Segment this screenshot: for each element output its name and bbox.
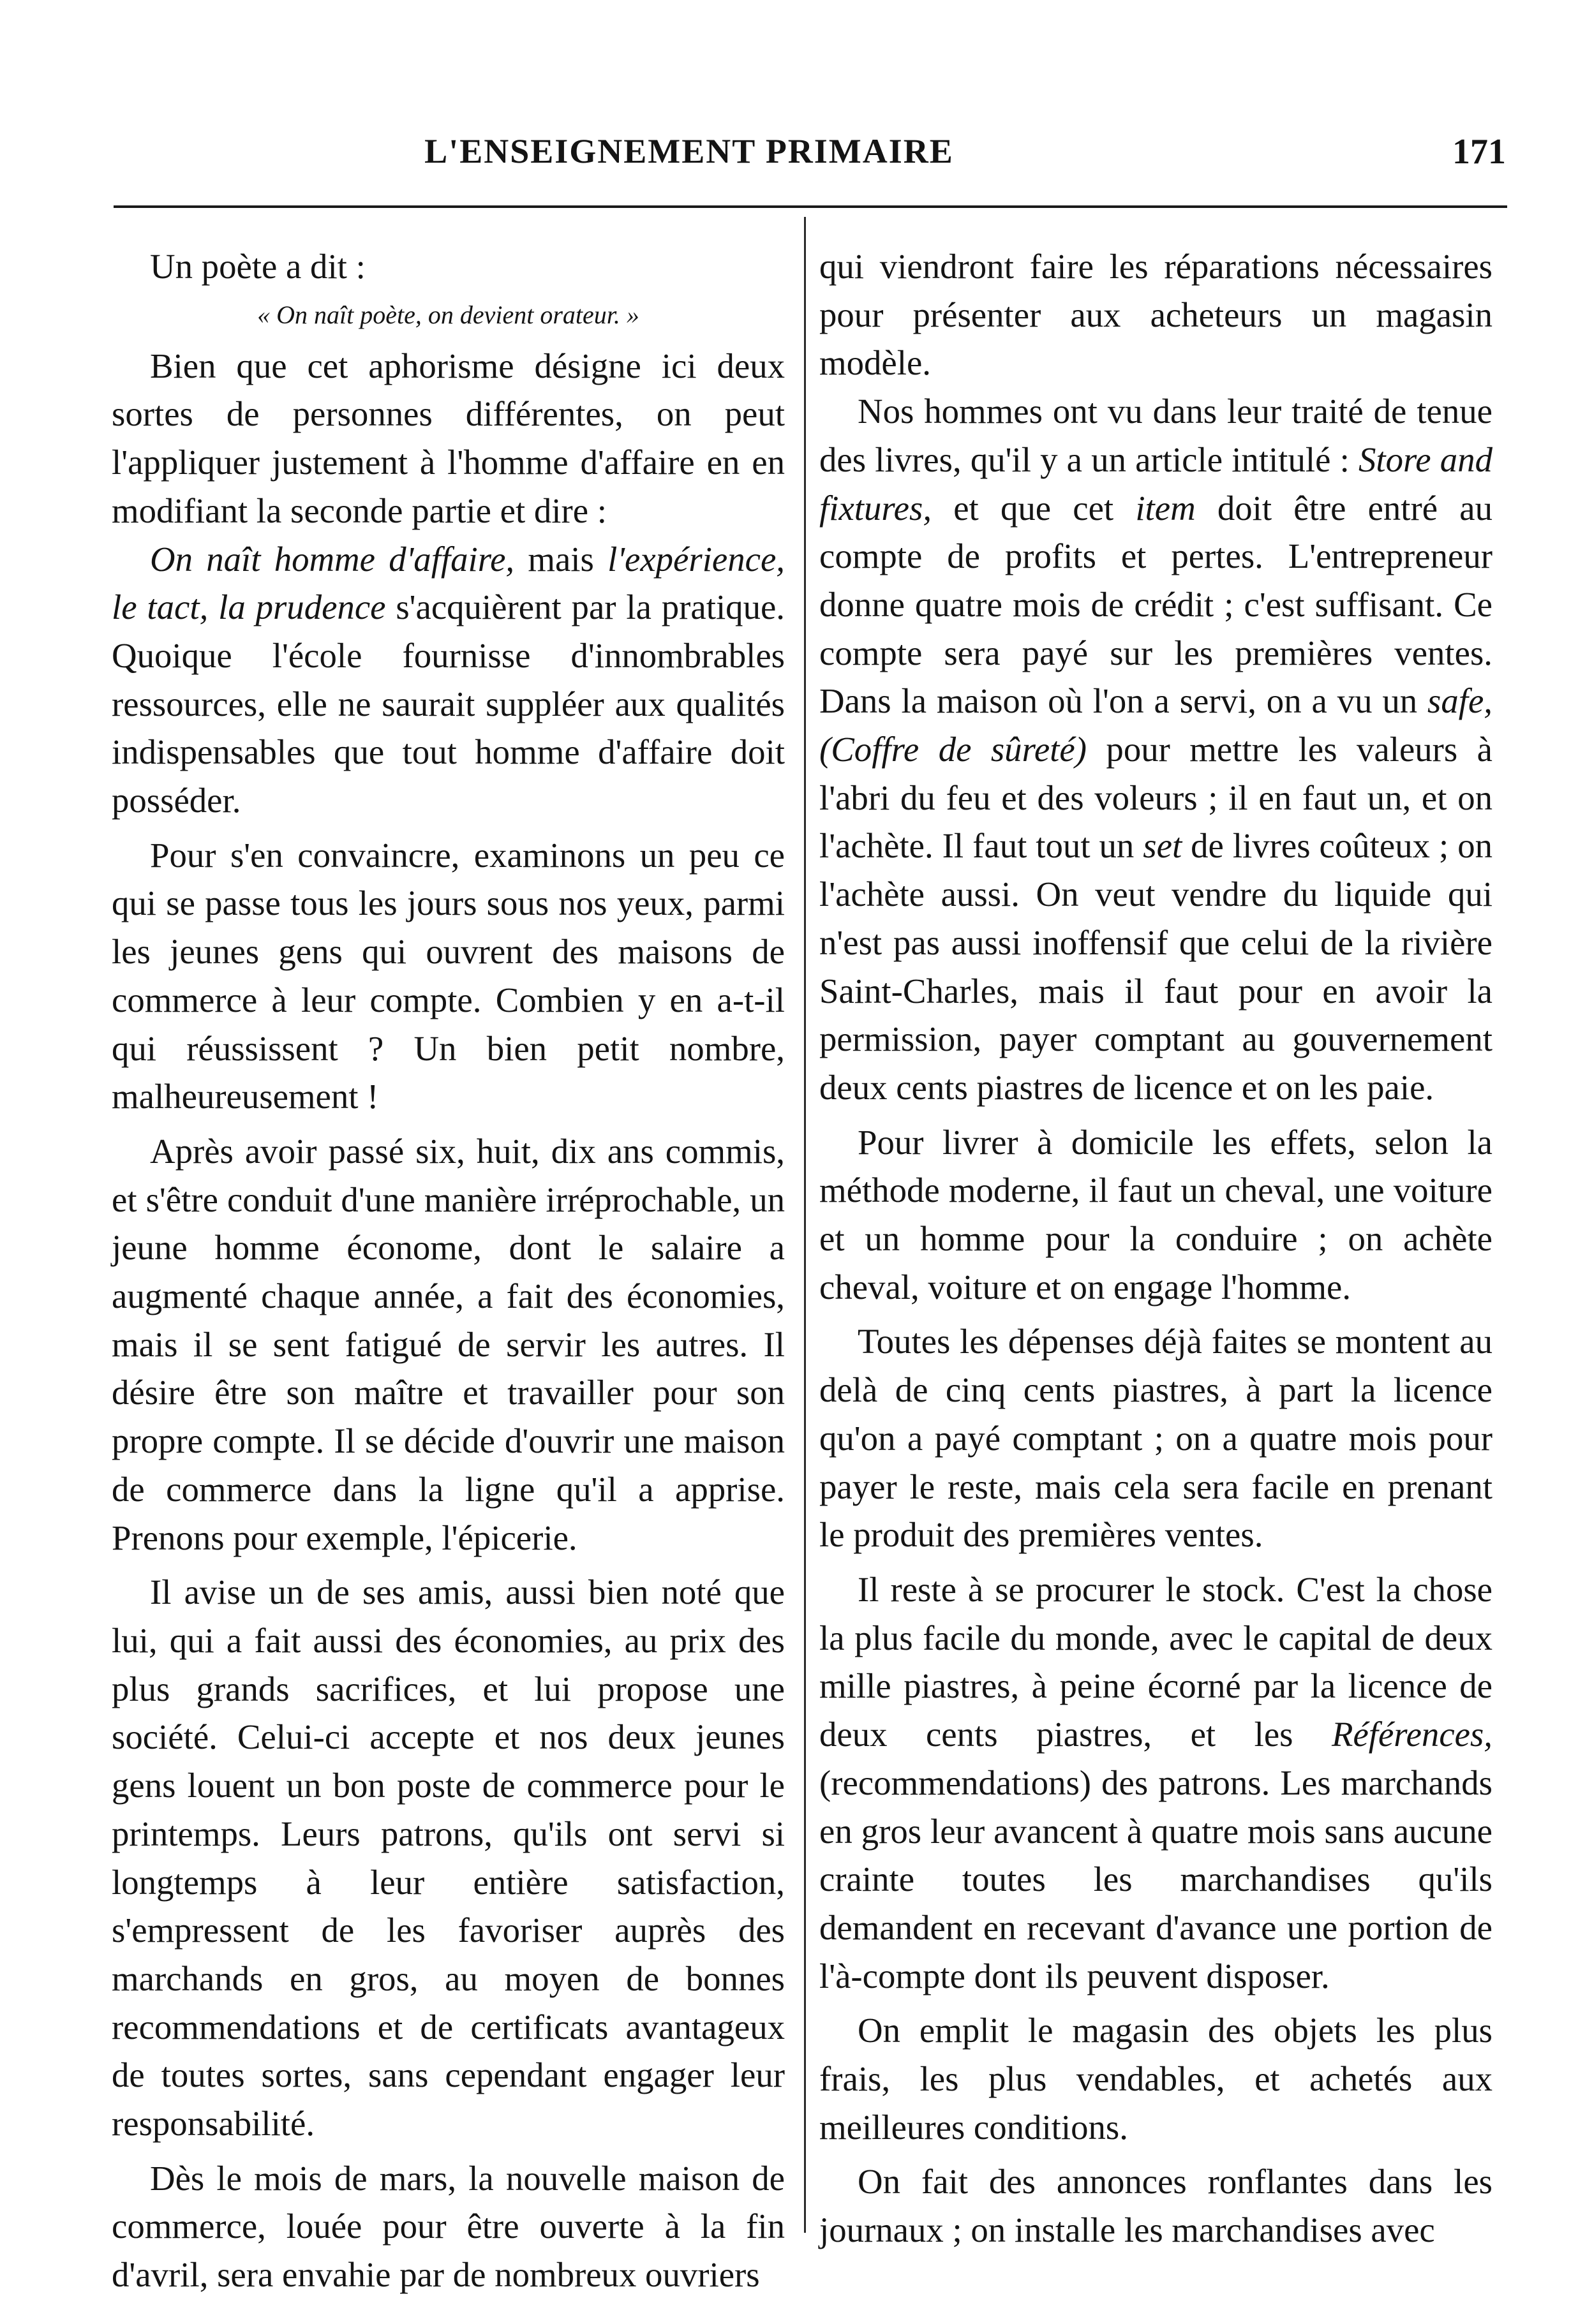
intro-line: Un poète a dit : bbox=[150, 247, 366, 286]
paragraph: Il avise un de ses amis, aussi bien noté que lui, qui a fait aussi des économies, au prix des plus grands sacrifices, et lui propose une société. Celui-ci accepte et nos deux jeunes gens louent un bon poste de commerce pour le printemps. Leurs patrons, qu'ils ont servi si longtemps à leur entière satisfaction, s'empressent de les favoriser auprès des marchands en gros, au moyen de bonnes recommendations et de certificats avantageux de toutes sortes, sans cependant engager leur responsabilité. bbox=[112, 1573, 785, 2143]
paragraph: Pour livrer à domicile les effets, selon la méthode moderne, il faut un cheval, une voiture et un homme pour la conduire ; on achète cheval, voiture et on engage l'homme. bbox=[819, 1122, 1492, 1306]
column-divider bbox=[804, 217, 806, 2233]
paragraph bbox=[112, 535, 785, 825]
paragraph: Après avoir passé six, huit, dix ans commis, et s'être conduit d'une manière irréprochable, un jeune homme économe, dont le salaire a augmenté chaque année, a fait des économies, mais il se sent fatigué de servir les autres. Il désire être son maître et travailler pour son propre compte. Il se décide d'ouvrir une maison de commerce dans la ligne qu'il a apprise. Prenons pour exemple, l'épicerie. bbox=[112, 1131, 785, 1557]
text-run: (recommendations) des patrons. Les marchands en gros leur avancent à quatre mois sans aucune crainte toutes les marchandises qu'ils demandent en recevant d'avance une portion de l'à-compte dont ils peuvent disposer. bbox=[819, 1763, 1492, 1995]
italic-text: safe, (Coffre de sûreté) bbox=[819, 681, 1492, 769]
header-rule bbox=[114, 205, 1507, 208]
paragraph bbox=[819, 387, 1492, 1112]
paragraph: Dès le mois de mars, la nouvelle maison de commerce, louée pour être ouverte à la fin d'avril, sera envahie par de nombreux ouvriers bbox=[112, 2158, 785, 2295]
page-number: 171 bbox=[1452, 132, 1506, 172]
paragraph: On fait des annonces ronflantes dans les journaux ; on installe les marchandises avec bbox=[819, 2162, 1492, 2250]
text-run: mais bbox=[514, 539, 608, 579]
italic-text: On naît homme d'affaire, bbox=[150, 539, 515, 579]
italic-text: set bbox=[1143, 826, 1182, 866]
text-run: Il reste à se procurer le stock. C'est la chose la plus facile du monde, avec le capital de deux mille piastres, à peine écorné par la licence de deux cents piastres, et les bbox=[819, 1569, 1492, 1754]
paragraph: qui viendront faire les réparations nécessaires pour présenter aux acheteurs un magasin modèle. bbox=[819, 247, 1492, 383]
quotation bbox=[112, 295, 785, 336]
text-run: pour mettre les valeurs à l'abri du feu et des voleurs ; il en faut un, et on l'achète. Il faut tout un bbox=[819, 730, 1492, 866]
paragraph: Toutes les dépenses déjà faites se montent au delà de cinq cents piastres, à part la licence qu'on a payé comptant ; on a quatre mois pour payer le reste, mais cela sera facile en prenant le produit des premières ventes. bbox=[819, 1322, 1492, 1555]
running-head: L'ENSEIGNEMENT PRIMAIRE bbox=[424, 132, 954, 170]
left-column bbox=[112, 242, 785, 2299]
italic-text: l'expérience, le tact, la prudence bbox=[112, 539, 785, 627]
italic-text: Références, bbox=[1331, 1715, 1492, 1754]
paragraph bbox=[819, 1565, 1492, 2000]
text-run: de livres coûteux ; on l'achète aussi. On veut vendre du liquide qui n'est pas aussi inoffensif que celui de la rivière Saint-Charles, mais il faut pour en avoir la permission, payer comptant au gouvernement deux cents piastres de licence et on les paie. bbox=[819, 826, 1492, 1107]
paragraph: Bien que cet aphorisme désigne ici deux sortes de personnes différentes, on peut l'appliquer justement à l'homme d'affaire en en modifiant la seconde partie et dire : bbox=[112, 346, 785, 530]
text-run: Nos hommes ont vu dans leur traité de tenue des livres, qu'il y a un article intitulé : bbox=[819, 392, 1492, 479]
text-run: doit être entré au compte de profits et pertes. L'entrepreneur donne quatre mois de crédit ; c'est suffisant. Ce compte sera payé sur les premières ventes. Dans la maison où l'on a servi, on a vu un bbox=[819, 488, 1492, 721]
italic-text: Store and fixtures, bbox=[819, 440, 1492, 528]
quotation-text: « On naît poète, on devient orateur. » bbox=[257, 300, 639, 329]
paragraph: Pour s'en convaincre, examinons un peu ce qui se passe tous les jours sous nos yeux, parmi les jeunes gens qui ouvrent des maisons de commerce à leur compte. Combien y en a-t-il qui réussissent ? Un bien petit nombre, malheureusement ! bbox=[112, 835, 785, 1116]
italic-text: item bbox=[1135, 488, 1196, 528]
right-column bbox=[819, 242, 1492, 2254]
text-run: s'acquièrent par la pratique. Quoique l'école fournisse d'innombrables ressources, elle ne saurait suppléer aux qualités indispensables que tout homme d'affaire doit posséder. bbox=[112, 588, 785, 820]
text-run: et que cet bbox=[932, 488, 1136, 528]
paragraph: On emplit le magasin des objets les plus frais, les plus vendables, et achetés aux meilleures conditions. bbox=[819, 2011, 1492, 2147]
page-header bbox=[115, 131, 1506, 189]
